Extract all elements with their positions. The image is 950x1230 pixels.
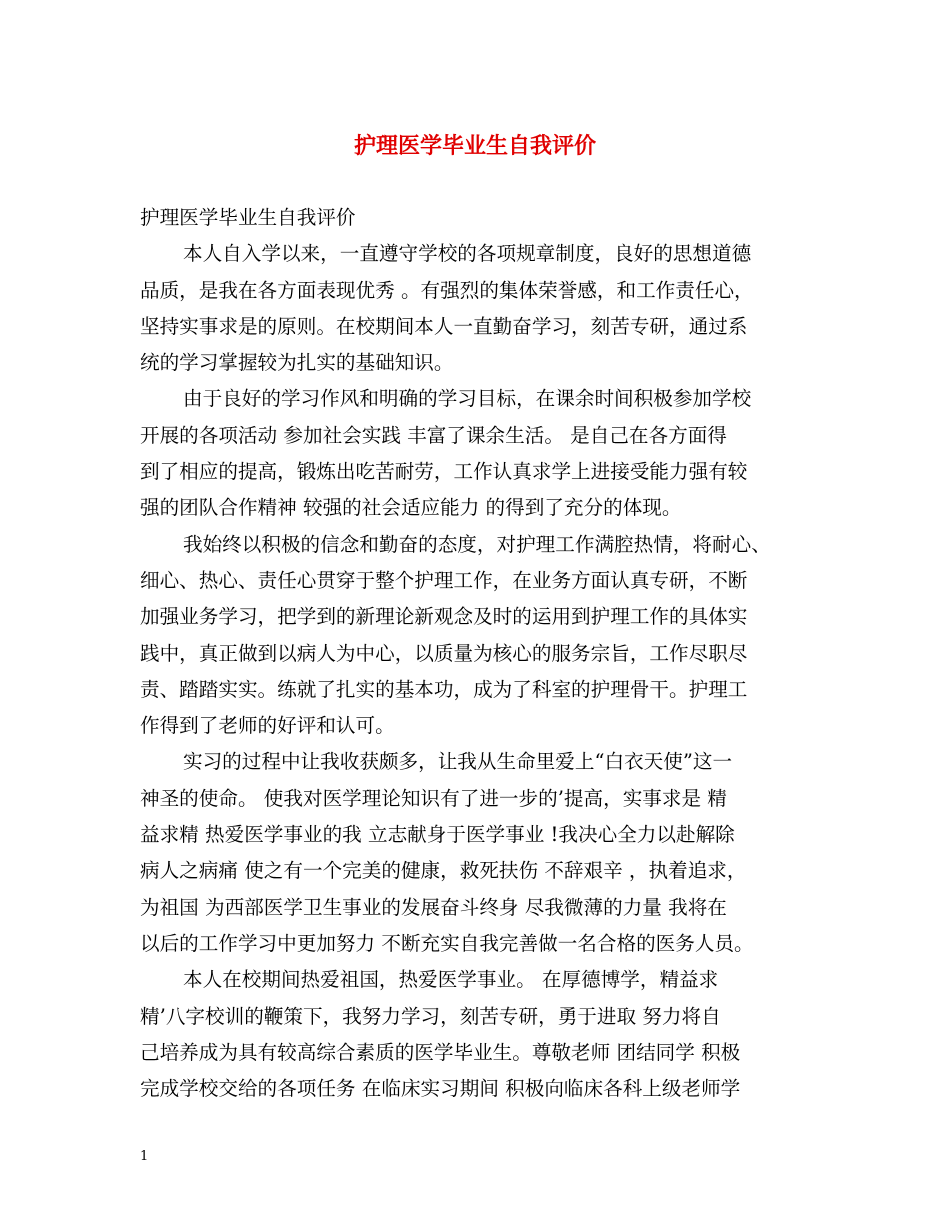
paragraph-line: 病人之病痛 使之有一个完美的健康，救死扶伤 不辞艰辛 ，执着追求， xyxy=(140,859,747,883)
paragraph-line: 坚持实事求是的原则。在校期间本人一直勤奋学习，刻苦专研，通过系 xyxy=(140,314,748,338)
paragraph-line: 神圣的使命。 使我对医学理论知识有了进一步的’提高，实事求是 精 xyxy=(140,786,727,810)
page-number: 1 xyxy=(140,1149,149,1164)
paragraph-line: 本人自入学以来，一直遵守学校的各项规章制度，良好的思想道德 xyxy=(183,242,752,266)
document-body xyxy=(140,200,812,1107)
paragraph-line: 实习的过程中让我收获颇多，让我从生命里爱上“白衣天使”这一 xyxy=(183,750,733,774)
paragraph-line: 细心、热心、责任心贯穿于整个护理工作，在业务方面认真专研，不断 xyxy=(140,568,748,592)
paragraph-line: 到了相应的提高，锻炼出吃苦耐劳，工作认真求学上进接受能力强有较 xyxy=(140,460,748,484)
paragraph-line: 由于良好的学习作风和明确的学习目标，在课余时间积极参加学校 xyxy=(183,387,752,411)
paragraph-line: 益求精 热爱医学事业的我 立志献身于医学事业 !我决心全力以赴解除 xyxy=(140,823,735,847)
paragraph-line: 以后的工作学习中更加努力 不断充实自我完善做一名合格的医务人员。 xyxy=(140,931,754,955)
subtitle-line: 护理医学毕业生自我评价 xyxy=(140,206,356,229)
paragraph-line: 统的学习掌握较为扎实的基础知识。 xyxy=(140,351,454,375)
paragraph-line: 开展的各项活动 参加社会实践 丰富了课余生活。 是自己在各方面得 xyxy=(140,423,727,447)
paragraph-line: 精’八字校训的鞭策下，我努力学习，刻苦专研，勇于进取 努力将自 xyxy=(140,1004,721,1028)
paragraph-line: 作得到了老师的好评和认可。 xyxy=(140,714,395,738)
paragraph-line: 为祖国 为西部医学卫生事业的发展奋斗终身 尽我微薄的力量 我将在 xyxy=(140,895,727,919)
paragraph-line: 践中，真正做到以病人为中心，以质量为核心的服务宗旨，工作尽职尽 xyxy=(140,641,748,665)
paragraph-line: 己培养成为具有较高综合素质的医学毕业生。尊敬老师 团结同学 积极 xyxy=(140,1040,741,1064)
paragraph-line: 强的团队合作精神 较强的社会适应能力 的得到了充分的体现。 xyxy=(140,496,682,520)
paragraph-line: 本人在校期间热爱祖国，热爱医学事业。 在厚德博学，精益求 xyxy=(183,968,719,992)
paragraph-line: 责、踏踏实实。练就了扎实的基本功，成为了科室的护理骨干。护理工 xyxy=(140,677,748,701)
paragraph-line: 我始终以积极的信念和勤奋的态度，对护理工作满腔热情，将耐心、 xyxy=(183,532,771,556)
paragraph-line: 完成学校交给的各项任务 在临床实习期间 积极向临床各科上级老师学 xyxy=(140,1077,741,1101)
paragraph-line: 加强业务学习，把学到的新理论新观念及时的运用到护理工作的具体实 xyxy=(140,605,748,629)
document-title: 护理医学毕业生自我评价 xyxy=(353,133,596,159)
paragraph-line: 品质，是我在各方面表现优秀 。有强烈的集体荣誉感，和工作责任心， xyxy=(140,278,754,302)
